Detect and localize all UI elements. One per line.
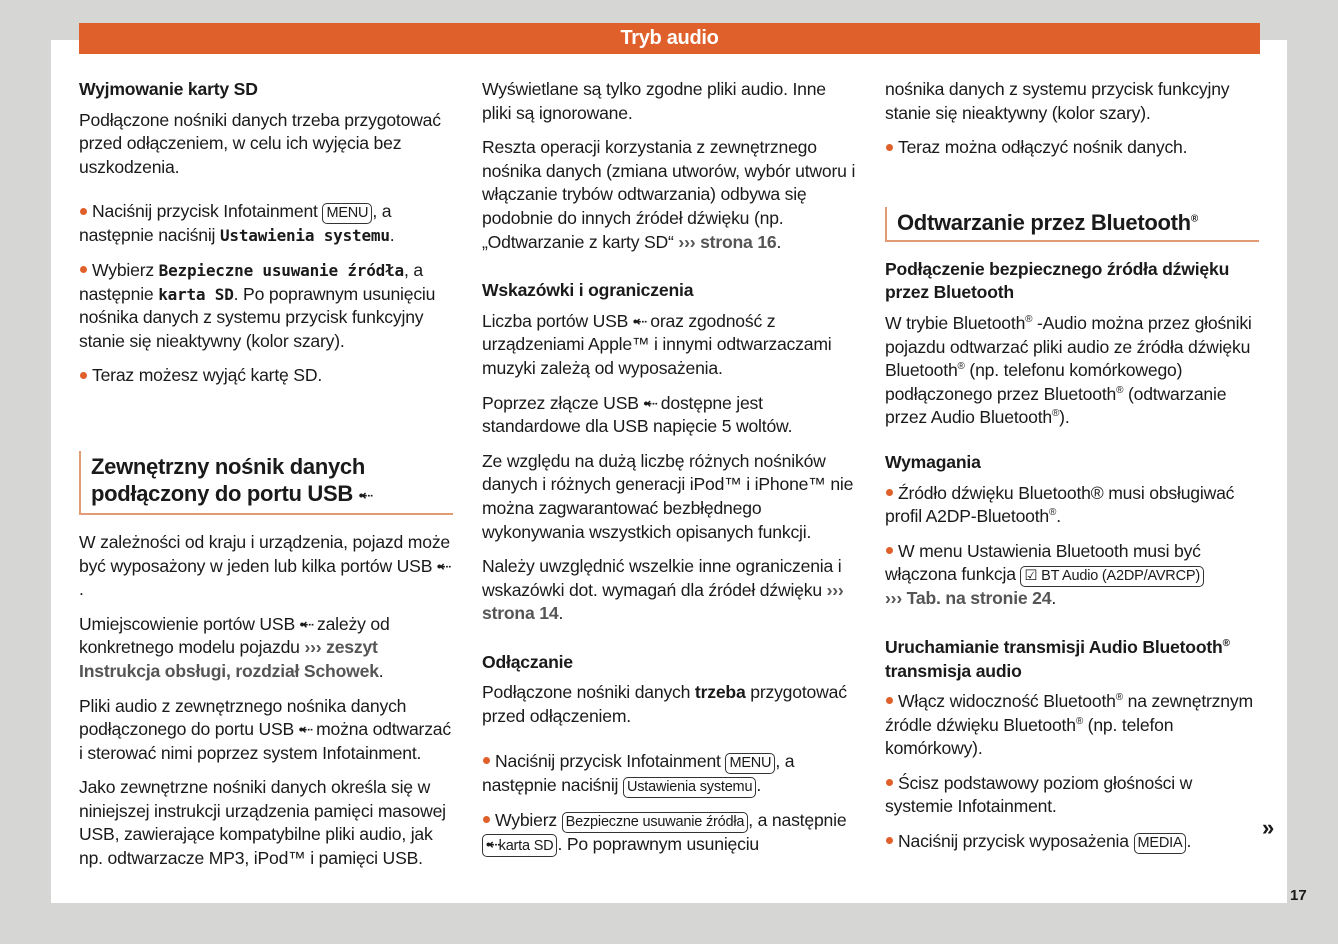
bullet-item: Naciśnij przycisk Infotainment MENU , a następnie naciśnij Ustawienia systemu.: [79, 201, 395, 246]
menu-path: Ustawienia systemu: [219, 226, 390, 246]
bullet-dot-icon: [80, 266, 87, 273]
heading-tips: Wskazówki i ograniczenia: [482, 280, 694, 301]
bullet-dot-icon: [80, 372, 87, 379]
bullet-dot-icon: [886, 547, 893, 554]
usb-icon: •⇠: [298, 721, 312, 738]
heading-disconnect: Odłączanie: [482, 651, 573, 672]
usb-icon: •⇠: [643, 394, 657, 411]
softkey-safe-removal: Bezpieczne usuwanie źródła: [562, 812, 749, 833]
paragraph: Podłączone nośniki danych trzeba przygotować przed odłączeniem.: [482, 682, 847, 727]
bullet-item: Ścisz podstawowy poziom głośności w systemie Infotainment.: [885, 772, 1193, 817]
cross-reference-link[interactable]: ››› Tab. na stronie 24: [885, 588, 1052, 609]
paragraph: Jako zewnętrzne nośniki danych określa się w niniejszej instrukcji urządzenia pamięci masowej USB, zawierające kompatybilne pliki audio, jak np. odtwarzacze MP3, iPod™ i pamięci USB.: [79, 777, 446, 869]
bullet-dot-icon: [886, 144, 893, 151]
bullet-dot-icon: [483, 757, 490, 764]
column-1: [79, 78, 453, 882]
bullet-dot-icon: [886, 489, 893, 496]
column-3: [885, 78, 1259, 865]
bullet-dot-icon: [483, 816, 490, 823]
paragraph: Podłączone nośniki danych trzeba przygotować przed odłączeniem, w celu ich wyjęcia bez uszkodzenia.: [79, 109, 441, 177]
key-menu: MENU: [725, 753, 775, 774]
softkey-system-settings: Ustawienia systemu: [623, 777, 756, 798]
key-menu: MENU: [322, 203, 372, 224]
usb-icon: •⇠: [358, 486, 372, 503]
bullet-item: Źródło dźwięku Bluetooth® musi obsługiwać profil A2DP-Bluetooth®.: [885, 482, 1235, 527]
bullet-item: Teraz możesz wyjąć kartę SD.: [79, 364, 453, 388]
usb-icon: •⇠: [632, 312, 646, 329]
paragraph: Liczba portów USB •⇠ oraz zgodność z urządzeniami Apple™ i innymi odtwarzaczami muzyki zależą od wyposażenia.: [482, 310, 832, 378]
paragraph: Poprzez złącze USB •⇠ dostępne jest standardowe dla USB napięcie 5 woltów.: [482, 392, 793, 437]
bullet-dot-icon: [886, 697, 893, 704]
column-2: [482, 78, 856, 868]
bullet-item: W menu Ustawienia Bluetooth musi być włączona funkcja ☑ BT Audio (A2DP/AVRCP) ››› Tab. na stronie 24.: [885, 540, 1259, 611]
paragraph: Wyświetlane są tylko zgodne pliki audio. Inne pliki są ignorowane.: [482, 79, 826, 123]
usb-icon: •⇠: [486, 835, 499, 852]
bullet-item: Naciśnij przycisk wyposażenia MEDIA .: [885, 830, 1259, 854]
paragraph: Należy uwzględnić wszelkie inne ograniczenia i wskazówki dot. wymagań dla źródeł dźwięku ››› strona 14.: [482, 556, 844, 624]
section-header-bar: [79, 23, 1260, 54]
paragraph: Ze względu na dużą liczbę różnych nośników danych i różnych generacji iPod™ i iPhone™ nie można zagwarantować bezbłędnego wykonywania wszystkich opisanych funkcji.: [482, 450, 854, 542]
cross-reference-link[interactable]: ››› zeszyt Instrukcja obsługi, rozdział Schowek: [79, 637, 379, 681]
heading-start-streaming: Uruchamianie transmisji Audio Bluetooth® transmisja audio: [885, 636, 1230, 681]
key-media: MEDIA: [1134, 833, 1187, 854]
heading-sd-removal: Wyjmowanie karty SD: [79, 79, 258, 99]
softkey-sd-card: •⇠karta SD: [482, 834, 557, 857]
paragraph: W zależności od kraju i urządzenia, pojazd może być wyposażony w jeden lub kilka portów USB •⇠.: [79, 531, 451, 600]
bullet-item: Naciśnij przycisk Infotainment MENU , a następnie naciśnij Ustawienia systemu .: [482, 750, 856, 798]
heading-usb-storage: Zewnętrzny nośnik danych podłączony do portu USB •⇠: [79, 451, 453, 515]
checkbox-bt-audio: ☑ BT Audio (A2DP/AVRCP): [1020, 566, 1203, 587]
bullet-dot-icon: [886, 837, 893, 844]
bullet-item: Teraz można odłączyć nośnik danych.: [885, 136, 1259, 160]
page-number: 17: [1290, 887, 1307, 904]
cross-reference-link[interactable]: ››› strona 16: [678, 231, 777, 252]
paragraph: Reszta operacji korzystania z zewnętrznego nośnika danych (zmiana utworów, wybór utworu i włączanie trybów odtwarzania) odbywa się podobnie do innych źródeł dźwięku (np. „Odtwarzanie z karty SD“ ››› strona 16.: [482, 137, 856, 252]
bullet-item: Wybierz Bezpieczne usuwanie źródła, a następnie karta SD. Po poprawnym usunięciu nośnika danych z systemu przycisk funkcyjny stanie się nieaktywny (kolor szary).: [79, 259, 436, 351]
paragraph: W trybie Bluetooth® -Audio można przez głośniki pojazdu odtwarzać pliki audio ze źródła dźwięku Bluetooth® (np. telefonu komórkowego) podłączonego przez Bluetooth® (odtwarzanie przez Audio Bluetooth®).: [885, 312, 1252, 428]
usb-icon: •⇠: [436, 557, 450, 574]
paragraph: nośnika danych z systemu przycisk funkcyjny stanie się nieaktywny (kolor szary).: [885, 79, 1230, 123]
section-title: Tryb audio: [620, 27, 719, 49]
menu-path: karta SD: [158, 284, 234, 304]
menu-path: Bezpieczne usuwanie źródła: [158, 260, 404, 280]
paragraph: Pliki audio z zewnętrznego nośnika danych podłączonego do portu USB •⇠ można odtwarzać i sterować nimi poprzez system Infotainment.: [79, 695, 451, 763]
usb-icon: •⇠: [299, 615, 313, 632]
paragraph: Umiejscowienie portów USB •⇠ zależy od konkretnego modelu pojazdu ››› zeszyt Instrukcja obsługi, rozdział Schowek.: [79, 613, 390, 681]
cross-reference-link[interactable]: ››› strona 14: [482, 579, 844, 624]
bullet-dot-icon: [886, 779, 893, 786]
heading-bluetooth: Odtwarzanie przez Bluetooth®: [885, 207, 1259, 242]
bullet-dot-icon: [80, 208, 87, 215]
bullet-item: Wybierz Bezpieczne usuwanie źródła , a następnie •⇠karta SD . Po poprawnym usunięciu: [482, 809, 856, 857]
bullet-item: Włącz widoczność Bluetooth® na zewnętrznym źródle dźwięku Bluetooth® (np. telefon komórkowy).: [885, 691, 1253, 759]
continue-arrow-icon: »: [1262, 815, 1275, 840]
heading-bluetooth-connect: Podłączenie bezpiecznego źródła dźwięku przez Bluetooth: [885, 258, 1230, 303]
heading-requirements: Wymagania: [885, 451, 981, 472]
